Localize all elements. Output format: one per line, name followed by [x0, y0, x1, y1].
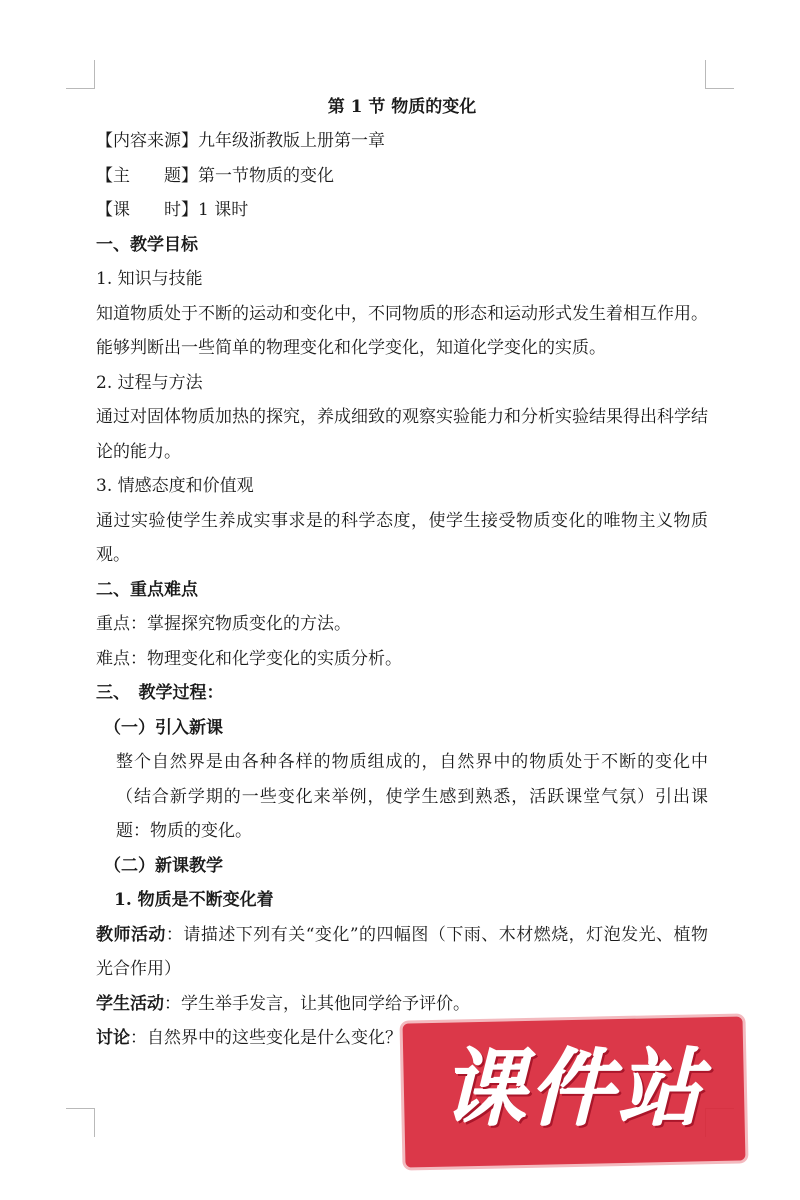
teacher-activity [96, 918, 708, 987]
point-heading: 1. 物质是不断变化着 [114, 890, 274, 910]
discussion-text: ：自然界中的这些变化是什么变化？ [130, 1028, 402, 1048]
paragraph: 通过对固体物质加热的探究，养成细致的观察实验能力和分析实验结果得出科学结论的能力。 [96, 407, 708, 462]
student-activity-label: 学生活动 [96, 993, 164, 1014]
subheading-knowledge: 1. 知识与技能 [96, 269, 203, 289]
section-heading-process: 三、 教学过程： [96, 683, 224, 703]
watermark-stamp [404, 1020, 744, 1164]
paragraph: 知道物质处于不断的运动和变化中，不同物质的形态和运动形式发生着相互作用。 [96, 303, 708, 324]
meta-topic: 【主 题】第一节物质的变化 [96, 165, 334, 186]
discussion-label: 讨论 [96, 1028, 130, 1048]
part-heading-intro: （一）引入新课 [104, 717, 223, 738]
subheading-process: 2. 过程与方法 [96, 372, 203, 393]
teacher-activity-text: ：请描述下列有关“变化”的四幅图（下雨、木材燃烧，灯泡发光、植物光合作用） [96, 924, 708, 979]
paragraph: 能够判断出一些简单的物理变化和化学变化，知道化学变化的实质。 [96, 338, 606, 358]
student-activity [96, 987, 708, 1022]
meta-hours: 【课 时】1 课时 [96, 200, 249, 220]
watermark-text: 课件站 [441, 1040, 706, 1138]
meta-source: 【内容来源】九年级浙教版上册第一章 [96, 131, 385, 151]
document-title: 第 1 节 物质的变化 [327, 97, 477, 117]
paragraph: 通过实验使学生养成实事求是的科学态度，使学生接受物质变化的唯物主义物质观。 [96, 510, 708, 565]
subheading-attitude: 3. 情感态度和价值观 [96, 476, 254, 496]
part-heading-new-lesson: （二）新课教学 [104, 855, 223, 876]
difficulty-point: 难点：物理变化和化学变化的实质分析。 [96, 648, 402, 669]
section-heading-key-points: 二、重点难点 [96, 579, 198, 600]
page-corner-mark [66, 60, 95, 89]
paragraph: 整个自然界是由各种各样的物质组成的，自然界中的物质处于不断的变化中（结合新学期的一些变化来举例，使学生感到熟悉，活跃课堂气氛）引出课题：物质的变化。 [116, 752, 708, 841]
document-body [96, 90, 708, 1056]
page-corner-mark [705, 60, 734, 89]
student-activity-text: ：学生举手发言，让其他同学给予评价。 [164, 993, 470, 1014]
page-corner-mark [66, 1108, 95, 1137]
key-point: 重点：掌握探究物质变化的方法。 [96, 614, 351, 634]
section-heading-objectives: 一、教学目标 [96, 234, 198, 255]
teacher-activity-label: 教师活动 [96, 924, 166, 945]
